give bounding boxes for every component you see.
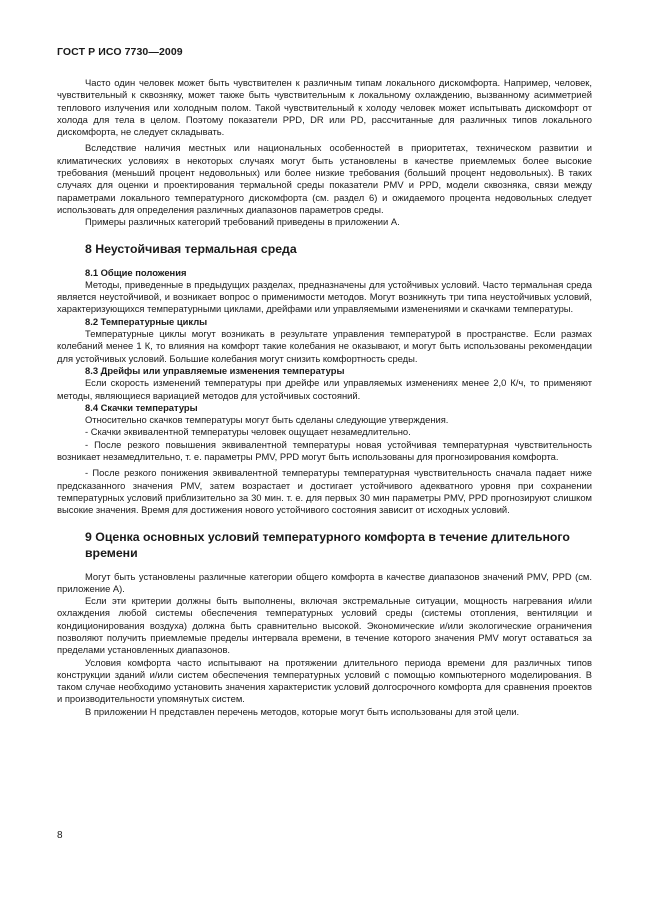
paragraph: Методы, приведенные в предыдущих разделах, предназначены для устойчивых условий. Часто термальная среда является неустойчивой, и возникает вопрос о применимости методов. Могут возникнуть три типа неустойчивых условий, характеризующихся температурными циклами, дрейфами или управляемыми изменениями и скачками температуры. <box>57 278 592 315</box>
paragraph: Относительно скачков температуры могут быть сделаны следующие утверждения. <box>85 414 449 426</box>
paragraph: Могут быть установлены различные категории общего комфорта в качестве диапазонов значений PMV, PPD (см. приложение А). <box>57 570 592 594</box>
paragraph: Если скорость изменений температуры при дрейфе или управляемых изменениях менее 2,0 К/ч, то применяют методы, являющиеся вариацией методов для устойчивых состояний. <box>57 377 592 401</box>
subsection-8-2-heading: 8.2 Температурные циклы <box>85 315 208 327</box>
subsection-8-4-heading: 8.4 Скачки температуры <box>85 401 198 413</box>
subsection-8-3-heading: 8.3 Дрейфы или управляемые изменения температуры <box>85 364 345 376</box>
page-number: 8 <box>57 830 63 841</box>
paragraph: В приложении Н представлен перечень методов, которые могут быть использованы для этой цели. <box>85 705 520 717</box>
paragraph: Если эти критерии должны быть выполнены, включая экстремальные ситуации, мощность нагревания и/или охлаждения любой системы обеспечения температурных условий среды (системы отопления, вентиляции и кондиционирования воздуха) должна быть сравнительно высокой. Экономические и/или экологические ограничения позволяют получить приемлемые пределы интервала времени, в течение которого значения PMV могут оставаться за пределами установленных диапазонов. <box>57 595 592 656</box>
paragraph: Примеры различных категорий требований приведены в приложении А. <box>85 216 400 228</box>
list-item: - После резкого повышения эквивалентной температуры новая устойчивая температурная чувствительность возникает незамедлительно, т. е. параметры PMV, PPD могут быть использованы для прогнозирования комфорта. <box>57 438 592 463</box>
section-9-heading: 9 Оценка основных условий температурного комфорта в течение длительного времени <box>85 529 570 560</box>
list-item: - Скачки эквивалентной температуры человек ощущает незамедлительно. <box>85 426 411 438</box>
paragraph: Условия комфорта часто испытывают на протяжении длительного периода времени для различных типов конструкции зданий и/или систем обеспечения температурных условий с помощью компьютерного моделирования. В таком случае необходимо установить значения характеристик условий долгосрочного комфорта для сравнения проектов и производительности упомянутых систем. <box>57 656 592 705</box>
standard-code-header: ГОСТ Р ИСО 7730—2009 <box>57 46 183 58</box>
page-content <box>57 77 592 718</box>
paragraph: Вследствие наличия местных или национальных особенностей в приоритетах, техническом развитии и климатических условиях в некоторых случаях могут быть установлены в качестве приемлемых более высокие требования (меньший процент недовольных) или более низкие требования (больший процент недовольных). В таких случаях для оценки и проектирования термальной среды показатели PMV и PPD, модели сквозняка, связи между параметрами локального температурного дискомфорта (см. раздел 6) и ожидаемого процента недовольных следует использовать для определения различных диапазонов параметров среды. <box>57 142 592 215</box>
list-item: - После резкого понижения эквивалентной температуры температурная чувствительность сначала падает ниже предсказанного значения PMV, затем возрастает и достигает устойчивого адекватного уровня при сохранении температурных условий приблизительно за 30 мин. т. е. для первых 30 мин параметры PMV, PPD прогнозируют слишком высокие значения. Время для достижения нового устойчивого состояния зависит от исходных условий. <box>57 467 592 516</box>
paragraph: Часто один человек может быть чувствителен к различным типам локального дискомфорта. Например, человек, чувствительный к сквозняку, может также быть чувствительным к локальному охлаждению, вызванному асимметрией теплового излучения или холодным полом. Такой чувствительный к холоду человек может испытывать дискомфорт от холода для тела в целом. Поэтому показатели PPD, DR или PD, рассчитанные для различных типов локального дискомфорта, не следует складывать. <box>57 77 592 138</box>
paragraph: Температурные циклы могут возникать в результате управления температурой в пространстве. Если размах колебаний менее 1 К, то влияния на комфорт такие колебания не оказывают, и могут быть использованы рекомендации для устойчивых условий. Большие колебания могут снизить комфортность среды. <box>57 328 592 364</box>
subsection-8-1-heading: 8.1 Общие положения <box>85 266 187 278</box>
section-8-heading: 8 Неустойчивая термальная среда <box>85 241 297 256</box>
